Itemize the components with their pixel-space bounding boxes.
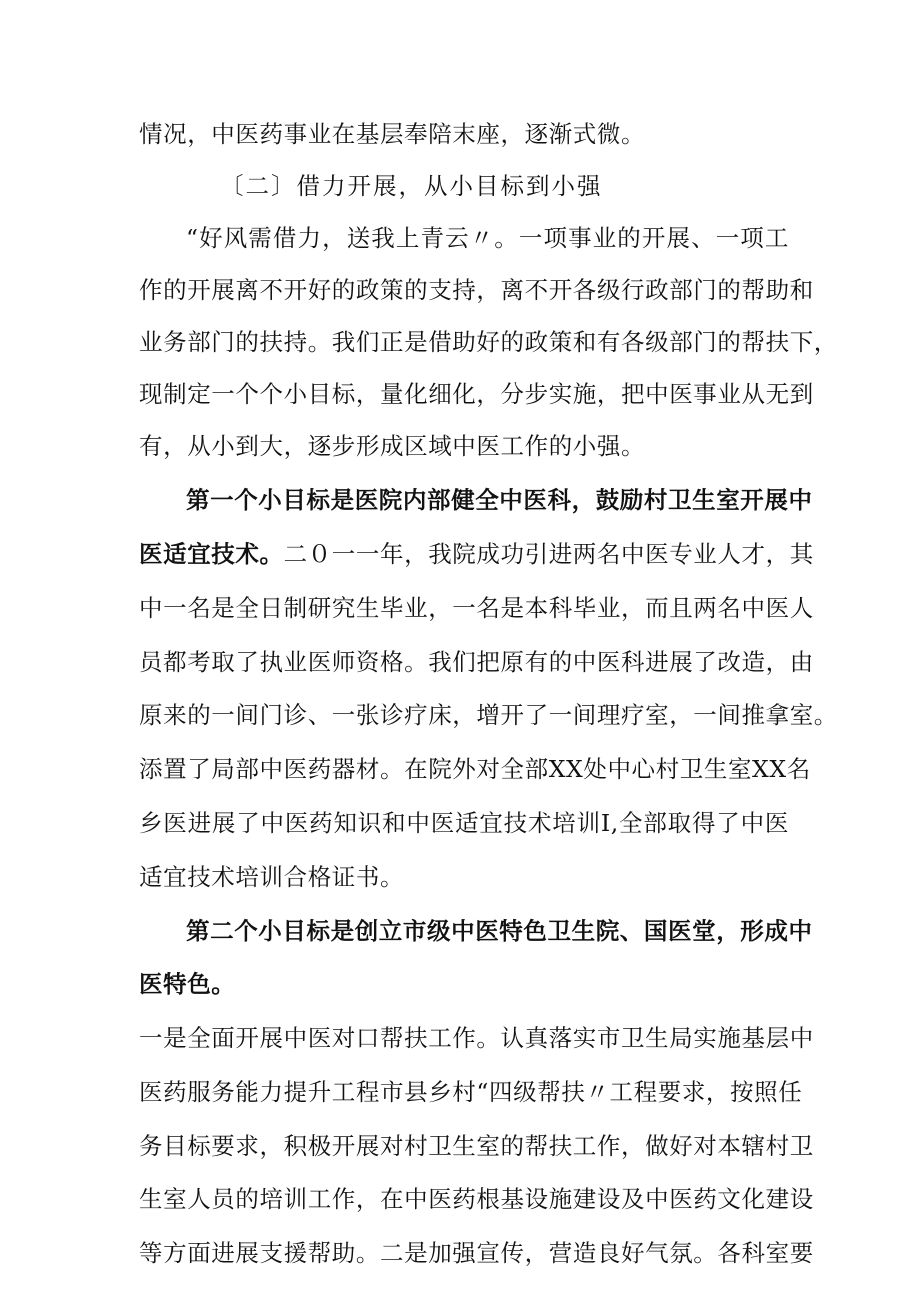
section-heading: 〔二〕借力开展，从小目标到小强 — [220, 172, 603, 200]
paragraph-line: 添置了局部中医药器材。在院外对全部XX处中心村卫生室XX名 — [139, 755, 811, 783]
paragraph-line: 作的开展离不开好的政策的支持，离不开各级行政部门的帮助和 — [139, 276, 814, 304]
paragraph-line: 原来的一间门诊、一张诊疗床，增开了一间理疗室，一间推拿室。 — [139, 701, 838, 729]
paragraph-line: 业务部门的扶持。我们正是借助好的政策和有各级部门的帮扶下， — [139, 328, 838, 356]
paragraph-line: 医药服务能力提升工程市县乡村“四级帮扶〃工程要求，按照任 — [139, 1078, 803, 1106]
paragraph-line: 有，从小到大，逐步形成区域中医工作的小强。 — [139, 432, 646, 460]
paragraph-line: 一是全面开展中医对口帮扶工作。认真落实市卫生局实施基层中 — [139, 1024, 814, 1052]
paragraph-line: 等方面进展支援帮助。二是加强宣传，营造良好气氛。各科室要 — [139, 1239, 814, 1267]
paragraph-line: 务目标要求，积极开展对村卫生室的帮扶工作，做好对本辖村卫 — [139, 1132, 814, 1160]
paragraph-line: 员都考取了执业医师资格。我们把原有的中医科进展了改造，由 — [139, 648, 814, 676]
subgoal-heading-end: 医特色。 — [139, 970, 236, 998]
paragraph-line: 中一名是全日制研究生毕业，一名是本科毕业，而且两名中医人 — [139, 594, 814, 622]
paragraph-line: 现制定一个个小目标，量化细化，分步实施，把中医事业从无到 — [139, 380, 814, 408]
paragraph-line: “好风需借力，送我上青云〃。一项事业的开展、一项工 — [186, 224, 789, 252]
paragraph-line: 适宜技术培训合格证书。 — [139, 863, 405, 891]
subgoal-heading: 第二个小目标是创立市级中医特色卫生院、国医堂，形成中 — [186, 917, 813, 945]
paragraph-text: 二０一一年，我院成功引进两名中医专业人才，其 — [283, 540, 814, 568]
paragraph-line: 情况，中医药事业在基层奉陪末座，逐渐式微。 — [139, 120, 646, 148]
paragraph-line: 生室人员的培训工作，在中医药根基设施建设及中医药文化建设 — [139, 1185, 814, 1213]
subgoal-heading-end: 医适宜技术。 — [139, 540, 284, 568]
paragraph-line — [139, 540, 814, 568]
subgoal-heading: 第一个小目标是医院内部健全中医科，鼓励村卫生室开展中 — [186, 486, 813, 514]
paragraph-line: 乡医进展了中医药知识和中医适宜技术培训I,全部取得了中医 — [139, 809, 789, 837]
